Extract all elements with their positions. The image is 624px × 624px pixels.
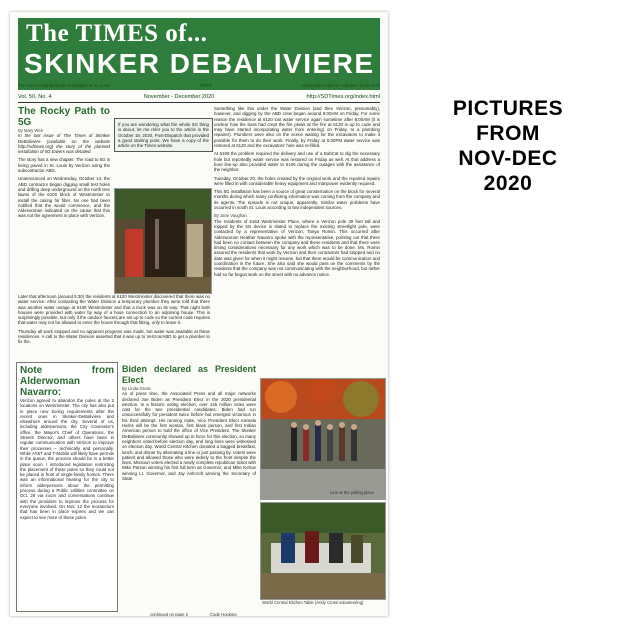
issue-url: http://SDTimes.org/index.html [306,94,380,100]
trench-photo [114,188,212,294]
kitchen-table-caption: World Central Kitchen Table (Andy Cross volunteering) [262,600,364,605]
biden-article-headline: Biden declared as President Elect [122,364,256,385]
alderwoman-note-paragraph: Verizon agreed to abandon the poles at the 2 locations on Westminster. The city has also put in place new boring requirements after the recent ones in Skinker-DeBaliviere and elsewhere around the city. Several of us, including alderpersons, the City Counselor's office, the Mayor's Chief of Operations, the Streets Director, and others have been in regular communication with Verizon to improve their processes – technically and personally. While AT&T and T-Mobile will likely have permits in the queue, the process should be in a better place soon. I introduced legislation restricting the placement of these poles so they could not be placed in front of single-family homes. There was an informational hearing for the city to inform alderpersons about the permitting process during a Public Utilities committee on Oct. 29 via zoom and conversations continue with the providers to improve the process for everyone involved. On Nov. 12 the moratorium that has been in place expires and we can expect to see more of these poles. [20,398,114,520]
alderwoman-note-box [16,362,118,612]
newsletter-page [10,12,388,616]
article-vaughan-byline: By Jane Vaughan [214,213,247,219]
article-5g-paragraph: The story has a new chapter. The road to 5G is being paved in St. Louis by Verizon using the subcontractor ABD. [18,157,110,174]
article-vaughan-paragraph: The residents of 6163 Westminster Place, where a Verizon pole 39 feet tall and topped by the 5G device is slated to replace the existing streetlight pole, were contacted by a representative of Verizon, Tanya Romin. This occurred after Alderwoman Heather Navarro spoke with the representative, pointing out that there had been no contact between the company and these residents and that there were timing considerations necessary for any work which was to be done. Ms. Romin assured the residents that work by Verizon and their contractors had stopped and no date was given for when it might resume, but that there would be communication and coordination in the future. She also said she would pass on the comments by the residents that the company was not communicating with the neighborhood, but rather had so far begun work on the street with no advance notice. [214,218,380,277]
kitchen-table-photo [260,502,386,600]
polling-line-caption: Line at the polling place [330,490,375,495]
article-5g-paragraph: Something like this under the Water Division (and then Verizon, presumably), however, and digging by the ABD crew began around 8:00AM on Friday. For some reason the residence at 6120 lost water service again sometime after 8:00AM (it is unclear how the boss had crept the fire plows at the fire at 6120 in up to code and may have started incorporating water from entering) on Friday, to a plumbing repairer). Plumbers were also on the scene waiting for the excavators to make it possible for them to do their work. Finally, by Friday at 5:00PM water service was restored at 6120 and the excavators' hole was re-filled. [214,106,380,149]
sidebar-note-box [114,118,213,152]
side-title-line: FROM [476,122,540,145]
kitchen-table-image [261,503,385,599]
article-5g-paragraph: Unannounced on Wednesday, October 14, the ABD contractor began digging small test holes and drilling deep underground on the north tree lawns of the 6100 block of Westminster to install the casing for fiber. No one had been notified that the would commence, and the Alderwoman indicated on the cause that this was not the agreement in place with Verizon. [18,176,110,219]
masthead-title-line2: SKINKER DEBALIVIERE [24,48,375,79]
article-5g-continued [18,294,210,348]
article-5g-paragraph: Later that afternoon (around 5:30) the residents at 6120 Westminster discovered that there was no water service. After contacting the Water Division a temporary plumber they were told that there was another water outage at 6106 Westminster and that a truck was on its way. That night both houses were provided with water by way of a hose connection to an adjoining house. This is surprisingly possible, but only if the outdoor faucets are set up to code so the current code requires that water may not be allowed to enter the house through that fitting, only to leave it. [18,294,210,326]
biden-article-column [122,364,256,484]
issue-date: November - December 2020 [143,94,215,100]
polling-line-photo [260,378,386,500]
article-5g-column [18,106,110,222]
masthead-independent: Independent and all volunteer since 1970 [301,83,380,88]
biden-article-byline: By Linda Gross [122,386,151,391]
article-5g-byline: By Mary Weir [18,128,44,133]
footer-link: Code Hooking [210,612,237,616]
article-5g-paragraph: At 6106 the problem required the delivery and use of a BobCat to dig the necessary hole but reportedly water service was restored on Friday as well. At that address a bore line-up also provided water to 6106 during the outages with the assistance of the neighbor. [214,151,380,173]
side-title-line: PICTURES [452,97,564,120]
issue-bar [18,92,380,103]
masthead-price: FREE [200,83,212,88]
issue-volume: Vol. 50, No. 4 [18,94,52,100]
article-5g-paragraph: In the last issue of The Times of Skinker DeBaliviere (available on the website http://sdtimes.org) the story of the planned installation of 5G towers was detailed. [18,133,110,155]
masthead-subline [18,83,380,88]
biden-article-paragraph: As of press time, the Associated Press and all major networks declared Joe Biden as President Elect in the 2020 presidential election. In a historic voting election, over 145 million votes were cast for the two presidential candidates. Biden had run unsuccessfully for president twice before but emerged victorious in his third attempt. His running mate, Vice President Elect Kamala Harris will be the first woman, first black person, and first Indian American person to hold the office of Vice President. The Skinker DeBaliviere community showed up in force for this election, so many neighbors voted before election day, and long lines were witnessed on election day. World Central Kitchen donated a bagged breakfast, lunch, and dinner by alternating a line or just passing by. Voters were patient and allowed those who were elderly to the front despite the lines. Missouri voters elected a newly complete republican ticket with Mike Parson winning his first full term as Governor, and Mike Kehoe winning Lt. Governor, and Jay Ashcroft winning the Secretary of State. [122,391,256,482]
article-5g-paragraph: Tuesday, October 20, the holes created by the original work and the repaired repairs were filled in with considerable heavy equipment and manpower evidently required. [214,175,380,186]
sidebar-note-text: If you are wondering what the whole 5G thing is about, let me refer you to the article in the October 18, 2020, Post-Dispatch that provided a good starting point. We have a copy of the article on the Times website. [118,122,209,149]
alderwoman-note-column [20,365,114,523]
article-5g-paragraph: Thursday all work stopped and no apparent progress was made, but water was available at these residences. A call to the Water Division asserted that it was up to Verizon/ABD to get a plumber to fix the. [18,328,210,345]
masthead-title-line1: The TIMES of... [26,20,208,47]
trench-photo-image [115,189,211,293]
polling-line-image [261,379,385,499]
article-5g-headline: The Rocky Path to 5G [18,106,110,128]
alderwoman-note-headline: Note from Alderwoman Navarro: [20,365,114,398]
side-title-line: NOV-DEC [458,147,558,170]
masthead [18,18,380,90]
masthead-tagline: The oldest neighborhood newspaper in St. Louis [18,83,111,88]
side-title-line: 2020 [483,172,533,195]
continued-note: continued on page 2 [150,612,188,616]
side-title [392,96,624,196]
article-5g-right-column [214,106,380,280]
article-5g-paragraph: This 5G installation has been a source of great consternation on the block for several months during which many conflicting information was coming from the company and its agents. The episode is not unique, apparently. Similar water problems have occurred in south St. Louis according to two independent sources. [214,189,380,211]
